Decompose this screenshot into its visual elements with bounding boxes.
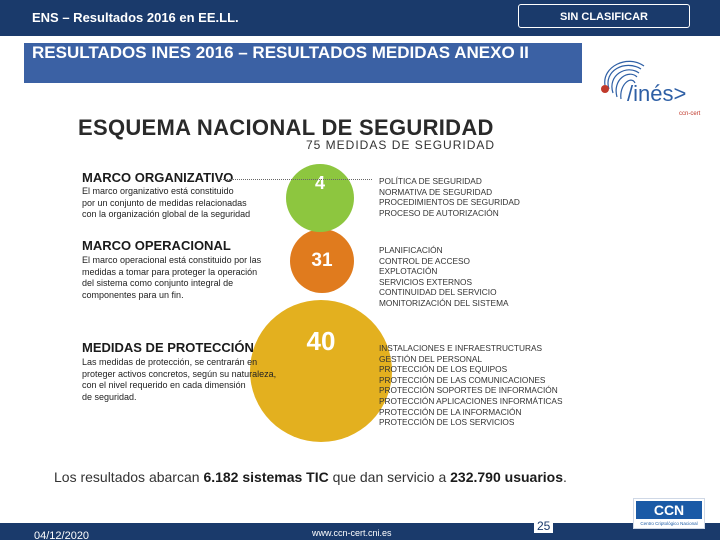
list-item: PROTECCIÓN DE LAS COMUNICACIONES [379, 374, 546, 385]
count-organizational: 4 [314, 172, 325, 193]
figure-subtitle: 75 MEDIDAS DE SEGURIDAD [306, 138, 496, 152]
list-operational [379, 245, 509, 309]
note-text: que dan servicio a [328, 469, 451, 485]
list-item: NORMATIVA DE SEGURIDAD [379, 186, 493, 197]
divider [218, 179, 372, 180]
list-item: POLÍTICA DE SEGURIDAD [379, 176, 482, 186]
footer-date: 04/12/2020 [34, 530, 90, 542]
count-operational: 31 [311, 250, 333, 271]
list-item: INSTALACIONES E INFRAESTRUCTURAS [379, 343, 543, 353]
list-item: SERVICIOS EXTERNOS [379, 276, 472, 287]
list-item: EXPLOTACIÓN [379, 266, 438, 277]
list-protection [379, 343, 562, 428]
classification-badge: SIN CLASIFICAR [518, 4, 690, 28]
ccn-logo-caption: Centro Criptológico Nacional [640, 521, 698, 526]
page-number: 25 [534, 519, 553, 533]
ccn-logo-text: CCN [653, 502, 685, 518]
slide-heading: RESULTADOS INES 2016 – RESULTADOS MEDIDAS ANEXO II [32, 43, 529, 62]
list-item: PLANIFICACIÓN [379, 245, 443, 255]
figure-title: ESQUEMA NACIONAL DE SEGURIDAD [78, 115, 494, 140]
note-text: . [563, 469, 567, 485]
logo-dot-icon [601, 85, 609, 93]
list-item: PROCESO DE AUTORIZACIÓN [379, 207, 499, 218]
ines-logo [597, 55, 705, 120]
list-item: MONITORIZACIÓN DEL SISTEMA [379, 297, 509, 308]
section-heading-protection: MEDIDAS DE PROTECCIÓN [82, 340, 254, 355]
list-item: CONTROL DE ACCESO [379, 255, 470, 266]
note-systems: 6.182 sistemas TIC [203, 469, 329, 485]
count-protection: 40 [306, 325, 336, 356]
ccn-logo [633, 498, 705, 529]
logo-text: /inés> [627, 81, 687, 106]
header-bar [0, 0, 720, 36]
list-organizational [379, 176, 520, 218]
circle-organizational [286, 164, 354, 232]
circle-operational [290, 229, 354, 293]
header-title: ENS – Resultados 2016 en EE.LL. [32, 10, 239, 25]
list-item: PROTECCIÓN SOPORTES DE INFORMACIÓN [379, 385, 558, 396]
list-item: PROTECCIÓN APLICACIONES INFORMÁTICAS [379, 395, 563, 406]
section-heading-operational: MARCO OPERACIONAL [82, 238, 231, 253]
slide-heading-box [24, 43, 582, 83]
section-text-organizational: El marco organizativo está constituido por un conjunto de medidas relacionadas con la organización global de la seguridad [82, 186, 251, 219]
section-text-protection: Las medidas de protección, se centrarán en proteger activos concretos, según su naturaleza, con el nivel requerido en cada dimensión de seguridad. [82, 357, 277, 402]
list-item: CONTINUIDAD DEL SERVICIO [379, 287, 497, 298]
list-item: PROTECCIÓN DE LA INFORMACIÓN [379, 406, 522, 417]
list-item: PROTECCIÓN DE LOS EQUIPOS [379, 364, 508, 375]
ens-figure [78, 108, 563, 443]
list-item: GESTIÓN DEL PERSONAL [379, 353, 482, 364]
section-heading-organizational: MARCO ORGANIZATIVO [82, 170, 234, 185]
list-item: PROTECCIÓN DE LOS SERVICIOS [379, 417, 515, 428]
footer-url: www.ccn-cert.cni.es [312, 528, 392, 538]
list-item: PROCEDIMIENTOS DE SEGURIDAD [379, 197, 520, 208]
note-users: 232.790 usuarios [450, 469, 563, 485]
logo-tag: ccn-cert [679, 111, 701, 117]
note-text: Los resultados abarcan [54, 469, 204, 485]
results-note [54, 469, 567, 485]
section-text-operational: El marco operacional está constituido por las medidas a tomar para proteger la operación del sistema como conjunto integral de componentes para un fin. [82, 255, 262, 300]
